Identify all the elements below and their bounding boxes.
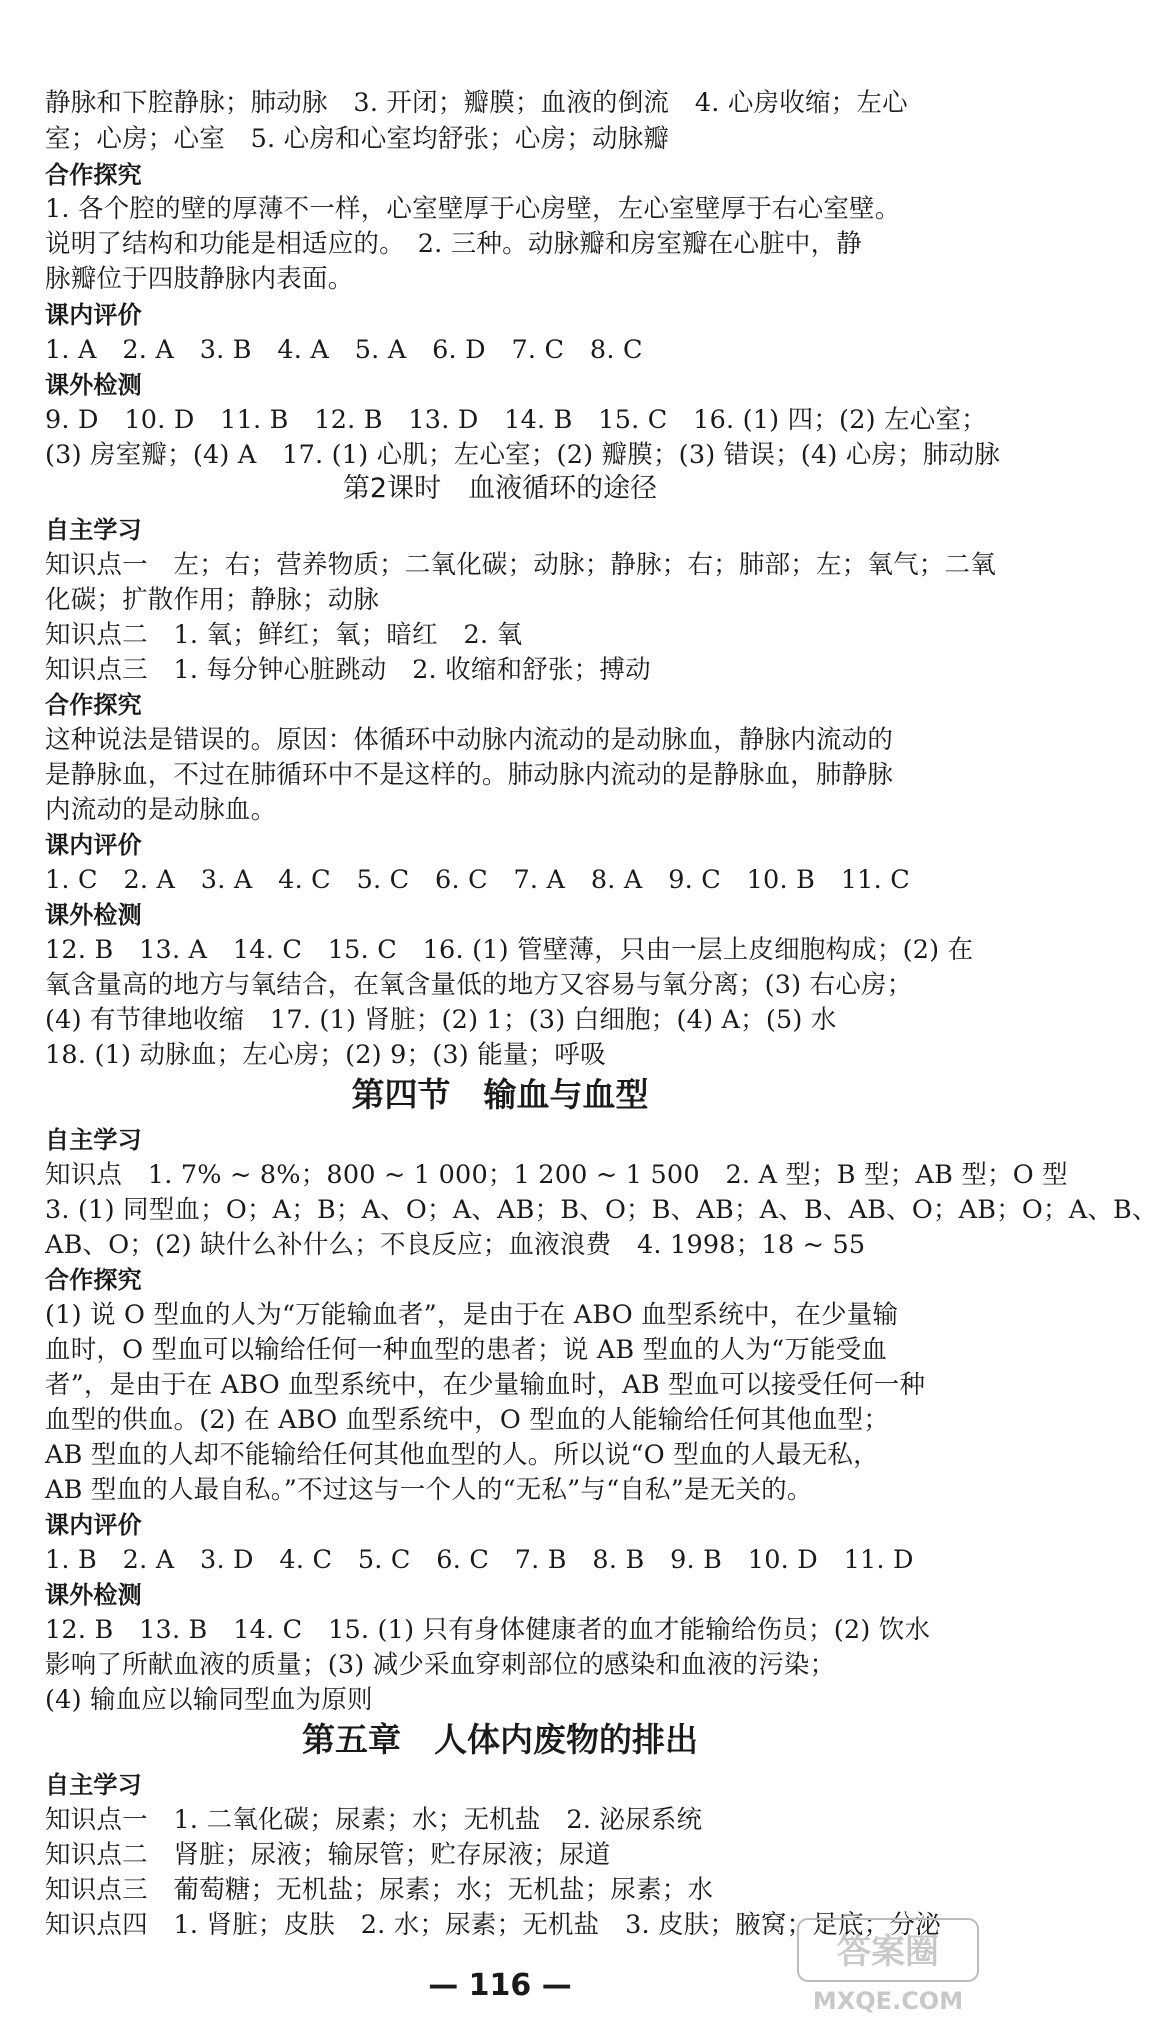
- text-line: 血时，O 型血可以输给任何一种血型的患者；说 AB 型血的人为“万能受血: [45, 1335, 888, 1365]
- answer-line: (3) 房室瓣；(4) A 17. (1) 心肌；左心室；(2) 瓣膜；(3) 错误；(4) 心房；肺动脉: [45, 440, 1001, 470]
- page-number: — 116 —: [428, 1968, 572, 2003]
- answer-line: (4) 输血应以输同型血为原则: [45, 1685, 373, 1715]
- section-heading: 课外检测: [45, 1581, 142, 1609]
- text-line: (1) 说 O 型血的人为“万能输血者”，是由于在 ABO 血型系统中，在少量输: [45, 1300, 899, 1330]
- text-line: 内流动的是动脉血。: [45, 795, 277, 825]
- text-line: 知识点三 葡萄糖；无机盐；尿素；水；无机盐；尿素；水: [45, 1875, 714, 1905]
- text-line: 知识点一 1. 二氧化碳；尿素；水；无机盐 2. 泌尿系统: [45, 1805, 703, 1835]
- section-heading: 合作探究: [45, 1266, 142, 1294]
- text-line: 化碳；扩散作用；静脉；动脉: [45, 585, 380, 615]
- text-line: AB、O；(2) 缺什么补什么；不良反应；血液浪费 4. 1998；18 ~ 55: [45, 1230, 866, 1260]
- section-heading: 合作探究: [45, 691, 142, 719]
- lesson-title: 第2课时 血液循环的途径: [342, 473, 658, 504]
- answer-line: (4) 有节律地收缩 17. (1) 肾脏；(2) 1；(3) 白细胞；(4) A；(5) 水: [45, 1005, 837, 1035]
- text-line: 1. 各个腔的壁的厚薄不一样，心室壁厚于心房壁，左心室壁厚于右心室壁。: [45, 194, 901, 224]
- answer-line: 12. B 13. A 14. C 15. C 16. (1) 管壁薄，只由一层上皮细胞构成；(2) 在: [45, 935, 974, 965]
- chapter-title: 第五章 人体内废物的排出: [302, 1720, 698, 1759]
- text-line: 3. (1) 同型血；O；A；B；A、O；A、AB；B、O；B、AB；A、B、AB、O；AB；O；A、B、: [45, 1195, 1158, 1225]
- text-line: 知识点一 左；右；营养物质；二氧化碳；动脉；静脉；右；肺部；左；氧气；二氧: [45, 550, 996, 580]
- svg-text:MXQE.COM: MXQE.COM: [812, 1987, 964, 2015]
- text-line: AB 型血的人最自私。”不过这与一个人的“无私”与“自私”是无关的。: [45, 1475, 813, 1505]
- text-line: 者”，是由于在 ABO 血型系统中，在少量输血时，AB 型血可以接受任何一种: [45, 1370, 926, 1400]
- section-heading: 自主学习: [45, 1126, 142, 1154]
- svg-text:答案圈: 答案圈: [837, 1932, 939, 1972]
- answer-line: 1. C 2. A 3. A 4. C 5. C 6. C 7. A 8. A 9. C 10. B 11. C: [45, 865, 910, 895]
- section-heading: 课外检测: [45, 371, 142, 399]
- section-heading: 课内评价: [45, 1511, 142, 1539]
- text-line: 说明了结构和功能是相适应的。 2. 三种。动脉瓣和房室瓣在心脏中，静: [45, 229, 862, 259]
- section-title: 第四节 输血与血型: [351, 1075, 649, 1114]
- answer-line: 12. B 13. B 14. C 15. (1) 只有身体健康者的血才能输给伤员；(2) 饮水: [45, 1615, 931, 1645]
- text-line: 知识点四 1. 肾脏；皮肤 2. 水；尿素；无机盐 3. 皮肤；腋窝；足底；分泌: [45, 1910, 941, 1940]
- answer-line: 1. A 2. A 3. B 4. A 5. A 6. D 7. C 8. C: [45, 335, 643, 365]
- section-heading: 合作探究: [45, 161, 142, 189]
- text-line: 知识点三 1. 每分钟心脏跳动 2. 收缩和舒张；搏动: [45, 655, 651, 685]
- section-heading: 自主学习: [45, 516, 142, 544]
- section-heading: 自主学习: [45, 1771, 142, 1799]
- text-line: AB 型血的人却不能输给任何其他血型的人。所以说“O 型血的人最无私，: [45, 1440, 879, 1470]
- text-line: 知识点二 肾脏；尿液；输尿管；贮存尿液；尿道: [45, 1840, 611, 1870]
- text-line: 这种说法是错误的。原因：体循环中动脉内流动的是动脉血，静脉内流动的: [45, 725, 894, 755]
- text-line: 是静脉血，不过在肺循环中不是这样的。肺动脉内流动的是静脉血，肺静脉: [45, 760, 894, 790]
- text-line: 血型的供血。(2) 在 ABO 血型系统中，O 型血的人能输给任何其他血型；: [45, 1405, 890, 1435]
- text-line: 知识点二 1. 氧；鲜红；氧；暗红 2. 氧: [45, 620, 523, 650]
- answer-line: 氧含量高的地方与氧结合，在氧含量低的地方又容易与氧分离；(3) 右心房；: [45, 970, 913, 1000]
- watermark-logo-icon: [788, 1911, 988, 2021]
- answer-line: 1. B 2. A 3. D 4. C 5. C 6. C 7. B 8. B 9. B 10. D 11. D: [45, 1545, 914, 1575]
- answer-line: 影响了所献血液的质量；(3) 减少采血穿刺部位的感染和血液的污染；: [45, 1650, 836, 1680]
- text-line: 静脉和下腔静脉；肺动脉 3. 开闭；瓣膜；血液的倒流 4. 心房收缩；左心: [45, 88, 908, 118]
- answer-line: 9. D 10. D 11. B 12. B 13. D 14. B 15. C 16. (1) 四；(2) 左心室；: [45, 405, 987, 435]
- text-line: 室；心房；心室 5. 心房和心室均舒张；心房；动脉瓣: [45, 124, 670, 154]
- answer-line: 18. (1) 动脉血；左心房；(2) 9；(3) 能量；呼吸: [45, 1040, 606, 1070]
- text-line: 知识点 1. 7% ~ 8%；800 ~ 1 000；1 200 ~ 1 500 2. A 型；B 型；AB 型；O 型: [45, 1160, 1068, 1190]
- text-line: 脉瓣位于四肢静脉内表面。: [45, 264, 354, 294]
- section-heading: 课内评价: [45, 301, 142, 329]
- section-heading: 课外检测: [45, 901, 142, 929]
- section-heading: 课内评价: [45, 831, 142, 859]
